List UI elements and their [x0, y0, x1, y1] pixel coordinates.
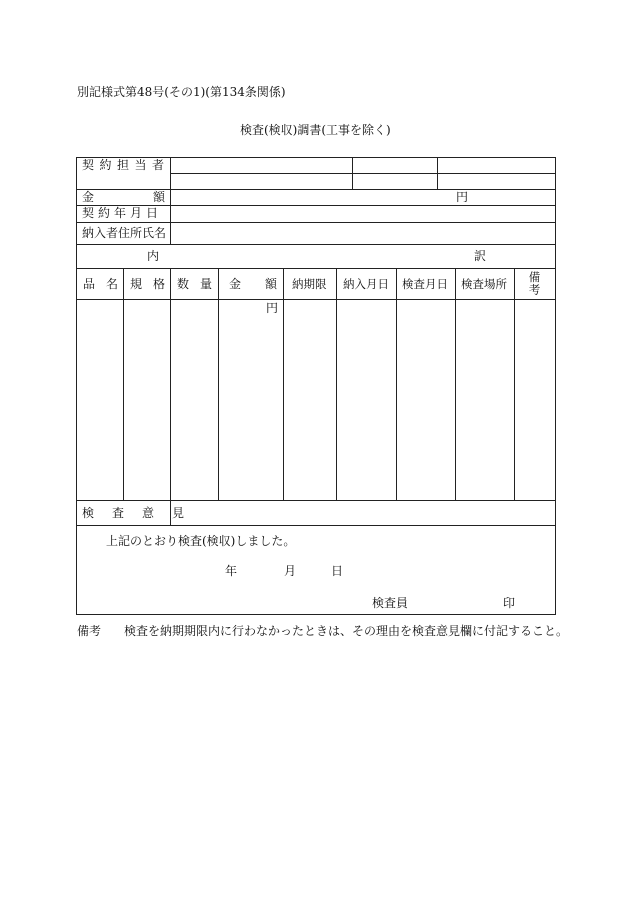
col-item-name: 品名	[83, 277, 130, 291]
col-quantity: 数量	[177, 277, 224, 291]
contract-officer-label	[82, 159, 164, 171]
contract-officer-char: 者	[151, 158, 164, 172]
col-inspection-date: 検査月日	[402, 277, 448, 291]
col-due-date: 納期限	[292, 277, 327, 291]
col-inspection-place: 検査場所	[461, 277, 507, 291]
col-spec: 規格	[130, 277, 177, 291]
col-remarks: 備考	[527, 271, 542, 296]
footnote-text: 検査を納期期限内に行わなかったときは、その理由を検査意見欄に付記すること。	[124, 624, 569, 638]
seal-label: 印	[503, 596, 516, 610]
contract-officer-char: 当	[134, 158, 147, 172]
date-month-label: 月	[284, 564, 297, 578]
contract-officer-char: 担	[116, 158, 129, 172]
col-delivery-date: 納入月日	[343, 277, 389, 291]
contract-officer-char: 契	[82, 158, 95, 172]
supplier-label: 納入者住所氏名	[82, 226, 167, 240]
breakdown-right-label: 訳	[474, 249, 487, 263]
amount-unit: 円	[456, 190, 469, 204]
inspection-statement: 上記のとおり検査(検収)しました。	[106, 534, 296, 548]
col-amount: 金額	[229, 277, 302, 291]
inspector-label: 検査員	[372, 596, 409, 610]
date-day-label: 日	[331, 564, 344, 578]
breakdown-left-label: 内	[147, 249, 160, 263]
footnote-label: 備考	[77, 624, 102, 638]
inspection-opinion-label: 検査意見	[82, 506, 203, 520]
form-reference: 別記様式第48号(その1)(第134条関係)	[77, 85, 286, 99]
detail-amount-unit: 円	[266, 301, 279, 315]
document-title: 検査(検収)調書(工事を除く)	[240, 123, 391, 137]
contract-date-label: 契約年月日	[82, 206, 163, 220]
contract-officer-char: 約	[99, 158, 112, 172]
date-year-label: 年	[225, 564, 238, 578]
amount-label: 金 額	[82, 190, 165, 204]
